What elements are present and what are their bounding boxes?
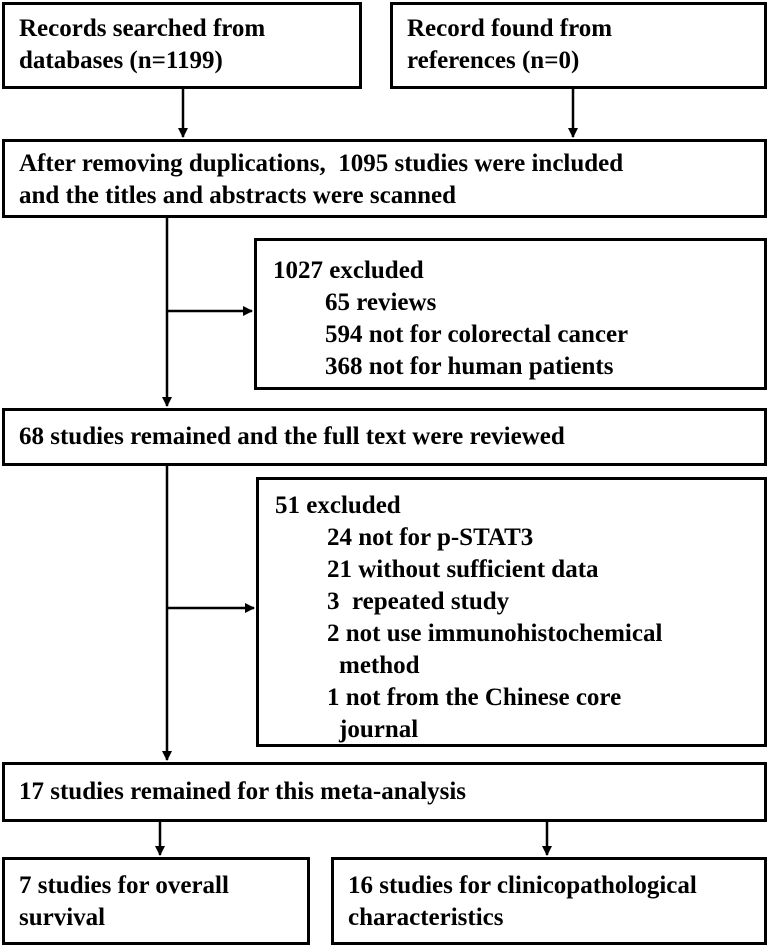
excluded-full-text-item-continued: method <box>339 652 420 679</box>
excluded-screening-item: 65 reviews <box>325 289 437 316</box>
overall-survival-line-1: 7 studies for overall <box>19 872 229 899</box>
meta-analysis-line-1: 17 studies remained for this meta-analysis <box>19 778 466 805</box>
excluded-full-text-item: 2 not use immunohistochemical <box>327 620 663 647</box>
databases-line-2: databases (n=1199) <box>19 47 223 74</box>
full-text-box <box>2 408 767 466</box>
excluded-full-text-item: 21 without sufficient data <box>327 556 599 583</box>
excluded-full-text-item-continued: journal <box>339 716 419 743</box>
excluded-full-text-box <box>256 477 767 747</box>
excluded-full-text-heading: 51 excluded <box>275 492 401 519</box>
deduplication-box <box>2 139 767 218</box>
excluded-screening-item: 368 not for human patients <box>325 353 614 380</box>
excluded-screening-box <box>254 238 767 390</box>
excluded-screening-item: 594 not for colorectal cancer <box>325 321 629 348</box>
references-line-1: Record found from <box>407 15 613 42</box>
clinicopathological-line-1: 16 studies for clinicopathological <box>348 872 697 899</box>
clinicopathological-box <box>331 857 767 945</box>
excluded-full-text-item: 3 repeated study <box>327 588 510 615</box>
references-box <box>390 2 767 89</box>
deduplication-line-1: After removing duplications, 1095 studies were included <box>19 150 624 177</box>
clinicopathological-line-2: characteristics <box>348 904 504 931</box>
excluded-screening-heading: 1027 excluded <box>273 257 424 284</box>
excluded-full-text-item: 24 not for p-STAT3 <box>327 524 534 551</box>
deduplication-line-2: and the titles and abstracts were scanned <box>19 182 457 209</box>
databases-box <box>2 2 362 89</box>
references-line-2: references (n=0) <box>407 47 580 74</box>
databases-line-1: Records searched from <box>19 15 266 42</box>
meta-analysis-box <box>2 762 767 822</box>
excluded-full-text-item: 1 not from the Chinese core <box>327 684 622 711</box>
overall-survival-line-2: survival <box>19 904 106 931</box>
full-text-line-1: 68 studies remained and the full text were reviewed <box>19 423 565 450</box>
overall-survival-box <box>2 857 310 945</box>
